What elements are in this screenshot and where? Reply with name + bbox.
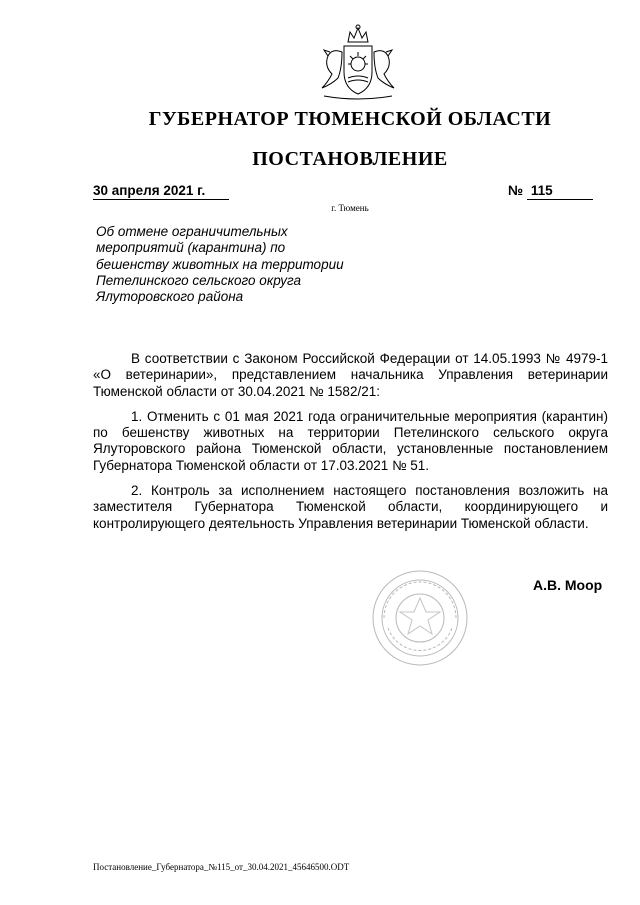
subject-line: Петелинского сельского округа bbox=[96, 272, 302, 288]
subject-line: Ялуторовского района bbox=[96, 289, 244, 305]
document-subject bbox=[96, 224, 386, 305]
subject-line: мероприятий (карантина) по bbox=[96, 240, 286, 256]
number-value: 115 bbox=[527, 183, 593, 200]
signatory-name: А.В. Моор bbox=[533, 577, 603, 593]
official-seal-icon bbox=[370, 568, 470, 668]
document-date: 30 апреля 2021 г. bbox=[93, 183, 229, 200]
body-paragraph: В соответствии с Законом Российской Федерации от 14.05.1993 № 4979-1 «О ветеринарии», представлением начальника Управления ветеринарии Тюменской области от 30.04.2021 № 1582/21: bbox=[93, 351, 608, 399]
document-body bbox=[93, 351, 608, 541]
body-paragraph: 1. Отменить с 01 мая 2021 года ограничительные мероприятия (карантин) по бешенству животных на территории Петелинского сельского округа Ялуторовского района Тюменской области, установленные постановлением Губернатора Тюменской области от 17.03.2021 № 51. bbox=[93, 408, 608, 473]
subject-line: бешенству животных на территории bbox=[96, 256, 344, 272]
city-label: г. Тюмень bbox=[331, 203, 369, 213]
document-number bbox=[508, 183, 604, 200]
document-filename: Постановление_Губернатора_№115_от_30.04.2021_45646500.ODT bbox=[93, 862, 350, 872]
document-type: ПОСТАНОВЛЕНИЕ bbox=[252, 148, 448, 170]
number-label: № bbox=[508, 183, 524, 198]
coat-of-arms-icon bbox=[310, 22, 406, 102]
document-title: ГУБЕРНАТОР ТЮМЕНСКОЙ ОБЛАСТИ bbox=[148, 108, 552, 130]
subject-line: Об отмене ограничительных bbox=[96, 224, 288, 239]
body-paragraph: 2. Контроль за исполнением настоящего постановления возложить на заместителя Губернатора Тюменской области, координирующего и контролирующего деятельность Управления ветеринарии Тюменской области. bbox=[93, 483, 608, 531]
